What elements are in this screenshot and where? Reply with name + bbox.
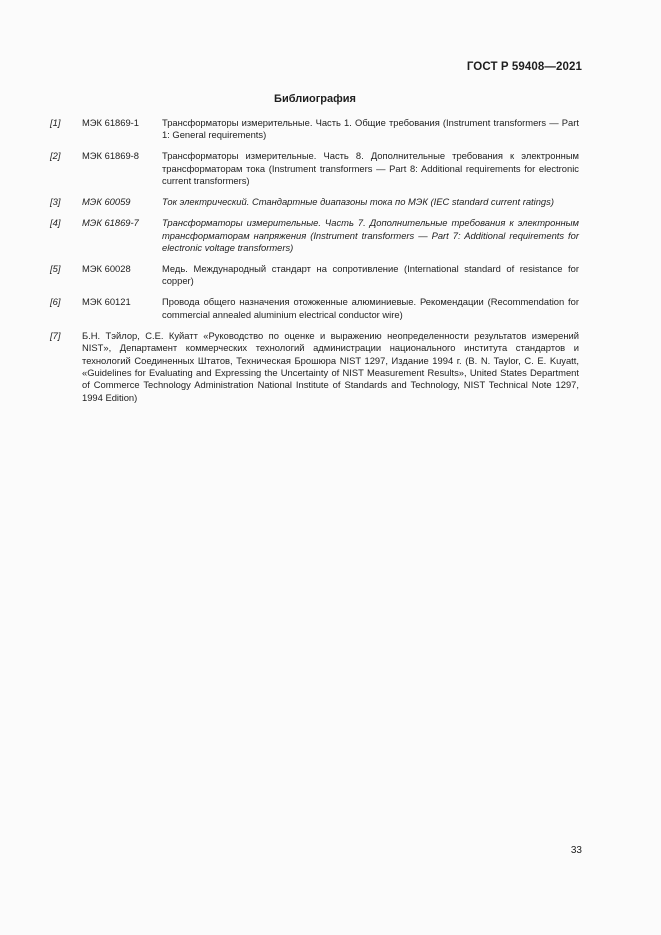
reference-number: [3] — [50, 196, 61, 208]
reference-code: МЭК 61869-8 — [82, 150, 140, 162]
reference-list — [50, 117, 579, 413]
reference-number: [2] — [50, 150, 61, 162]
reference-text: Провода общего назначения отожженные алюминиевые. Рекомендации (Recommendation for commercial annealed aluminium electrical conductor wire) — [162, 296, 579, 320]
bibliography-title: Библиография — [274, 93, 356, 105]
reference-item — [50, 263, 579, 288]
document-id: ГОСТ Р 59408—2021 — [466, 61, 582, 73]
reference-item — [50, 196, 579, 208]
page-number: 33 — [570, 845, 582, 856]
reference-item — [50, 217, 579, 254]
reference-number: [6] — [50, 296, 61, 308]
reference-code: МЭК 60059 — [82, 196, 131, 208]
reference-text: Б.Н. Тэйлор, С.Е. Куйатт «Руководство по оценке и выражению неопределенности результатов измерений NIST», Департамент коммерческих технологий администрации национального института стандартов и технологий Соединенных Штатов, Техническая Брошюра NIST 1297, Издание 1994 г. (B. N. Taylor, C. E. Kuyatt, «Guidelines for Evaluating and Expressing the Uncertainty of NIST Measurement Results», United States Department of Commerce Technology Administration National Institute of Standards and Technology, NIST Technical Note 1297, 1994 Edition) — [82, 329, 579, 403]
reference-number: [1] — [50, 117, 61, 128]
reference-code: МЭК 61869-7 — [82, 217, 139, 229]
reference-item — [50, 296, 579, 321]
reference-item — [50, 150, 579, 187]
reference-text: Трансформаторы измерительные. Часть 8. Дополнительные требования к электронным трансформаторам тока (Instrument transformers — Part 8: Additional requirements for electronic current transformers) — [162, 150, 579, 187]
reference-text: Трансформаторы измерительные. Часть 1. Общие требования (Instrument transformers — Part 1: General requirements) — [162, 117, 579, 141]
reference-text: Ток электрический. Стандартные диапазоны тока по МЭК (IEC standard current ratings) — [162, 196, 554, 208]
reference-text: Трансформаторы измерительные. Часть 7. Дополнительные требования к электронным трансформаторам напряжения (Instrument transformers — Part 7: Additional requirements for electronic voltage transformers) — [162, 217, 579, 254]
reference-item — [50, 117, 579, 142]
reference-number: [7] — [50, 329, 61, 341]
reference-text: Медь. Международный стандарт на сопротивление (International standard of resistance for copper) — [162, 263, 579, 287]
reference-number: [4] — [50, 217, 61, 229]
reference-code: МЭК 61869-1 — [82, 117, 140, 128]
reference-number: [5] — [50, 263, 61, 275]
reference-item — [50, 330, 579, 404]
reference-code: МЭК 60028 — [82, 263, 131, 275]
reference-code: МЭК 60121 — [82, 296, 131, 308]
